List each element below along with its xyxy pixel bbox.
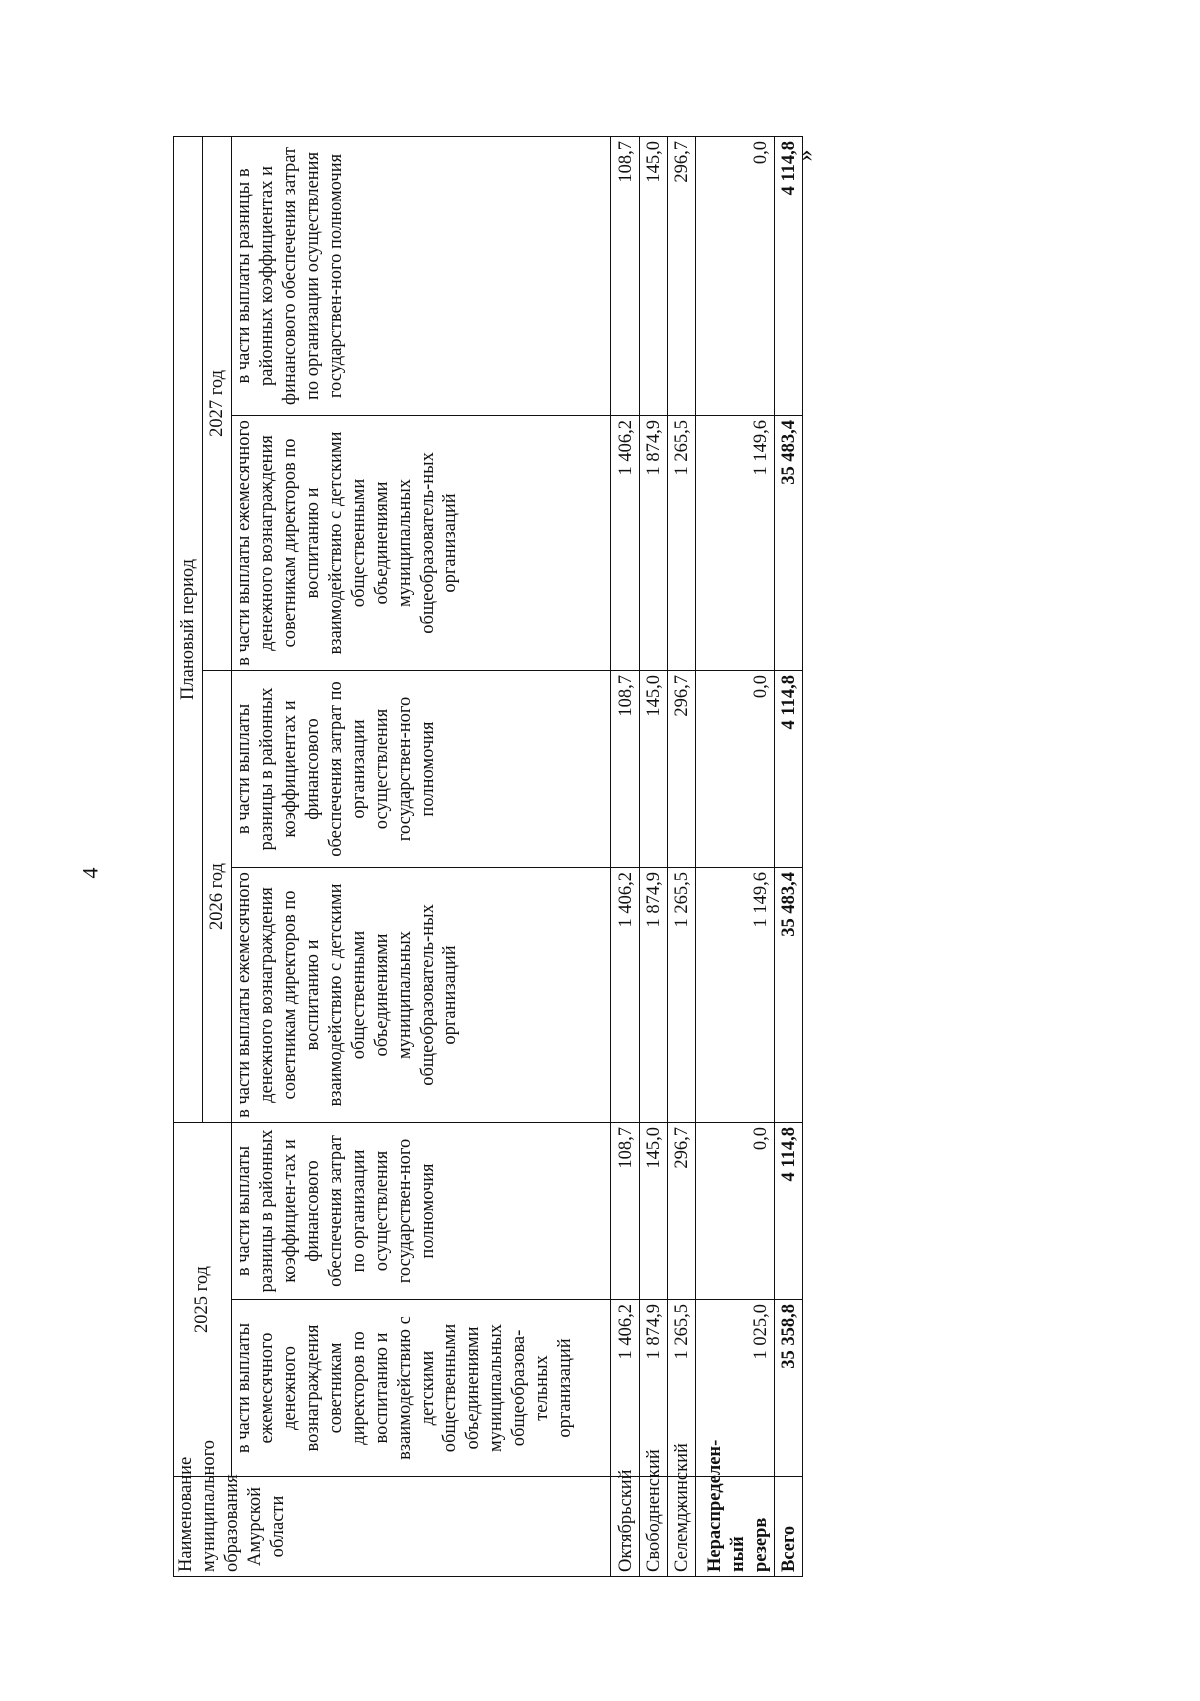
cell-value: 4 114,8 xyxy=(774,670,802,867)
cell-value: 296,7 xyxy=(667,1122,695,1299)
row-name: Всего xyxy=(774,1477,802,1577)
cell-value: 145,0 xyxy=(639,670,667,867)
cell-value: 1 406,2 xyxy=(611,415,639,670)
year-2027-header: 2027 год xyxy=(203,136,232,670)
col-a-2026-header: в части выплаты ежемесячного денежного вознаграждения советникам директоров по воспитанию и взаимодействию с детскими общественными объединениями муниципальных общеобразователь-ных организаций xyxy=(232,867,611,1122)
col-a-2027-header: в части выплаты ежемесячного денежного вознаграждения советникам директоров по воспитанию и взаимодействию с детскими общественными объединениями муниципальных общеобразователь-ных организаций xyxy=(232,415,611,670)
cell-value: 1 149,6 xyxy=(696,415,774,670)
municipality-header: Наименование муниципального образования Амурской области xyxy=(174,1477,611,1577)
cell-value: 1 874,9 xyxy=(639,415,667,670)
closing-quote: » xyxy=(792,149,819,162)
cell-value: 145,0 xyxy=(639,136,667,415)
year-2026-header: 2026 год xyxy=(203,670,232,1122)
rotated-table-wrapper xyxy=(173,137,803,1577)
row-name: Селемджинский xyxy=(667,1477,695,1577)
col-b-2026-header: в части выплаты разницы в районных коэффициентах и финансового обеспечения затрат по организации осуществления государствен-ного полномочия xyxy=(232,670,611,867)
year-2025-header: 2025 год xyxy=(174,1122,232,1476)
cell-value: 108,7 xyxy=(611,136,639,415)
cell-value: 35 358,8 xyxy=(774,1300,802,1477)
cell-value: 296,7 xyxy=(667,136,695,415)
cell-value: 145,0 xyxy=(639,1122,667,1299)
cell-value: 35 483,4 xyxy=(774,867,802,1122)
cell-value: 1 874,9 xyxy=(639,867,667,1122)
cell-value: 108,7 xyxy=(611,1122,639,1299)
table-row-total xyxy=(774,136,802,1576)
table-row xyxy=(696,136,774,1576)
cell-value: 1 149,6 xyxy=(696,867,774,1122)
cell-value: 0,0 xyxy=(696,136,774,415)
col-b-2025-header: в части выплаты разницы в районных коэффициен-тах и финансового обеспечения затрат по организации осуществления государствен-ного полномочия xyxy=(232,1122,611,1299)
table-row xyxy=(639,136,667,1576)
cell-value: 35 483,4 xyxy=(774,415,802,670)
cell-value: 0,0 xyxy=(696,670,774,867)
row-name: Нераспределен-ный резерв xyxy=(696,1477,774,1577)
cell-value: 108,7 xyxy=(611,670,639,867)
table-row xyxy=(611,136,639,1576)
cell-value: 1 265,5 xyxy=(667,415,695,670)
row-name: Свободненский xyxy=(639,1477,667,1577)
cell-value: 1 406,2 xyxy=(611,1300,639,1477)
planned-period-header: Плановый период xyxy=(174,136,203,1122)
cell-value: 4 114,8 xyxy=(774,136,802,415)
cell-value: 4 114,8 xyxy=(774,1122,802,1299)
col-a-2025-header: в части выплаты ежемесячного денежного вознаграждения советникам директоров по воспитанию и взаимодействию с детскими общественными объединениями муниципальных общеобразова-тельных организаций xyxy=(232,1300,611,1477)
cell-value: 1 406,2 xyxy=(611,867,639,1122)
cell-value: 1 265,5 xyxy=(667,1300,695,1477)
cell-value: 1 025,0 xyxy=(696,1300,774,1477)
table-row xyxy=(667,136,695,1576)
cell-value: 296,7 xyxy=(667,670,695,867)
row-name: Октябрьский xyxy=(611,1477,639,1577)
cell-value: 0,0 xyxy=(696,1122,774,1299)
cell-value: 1 874,9 xyxy=(639,1300,667,1477)
distribution-table xyxy=(173,136,803,1577)
col-b-2027-header: в части выплаты разницы в районных коэффициентах и финансового обеспечения затрат по организации осуществления государствен-ного полномочия xyxy=(232,136,611,415)
cell-value: 1 265,5 xyxy=(667,867,695,1122)
page-number: 4 xyxy=(77,867,103,879)
